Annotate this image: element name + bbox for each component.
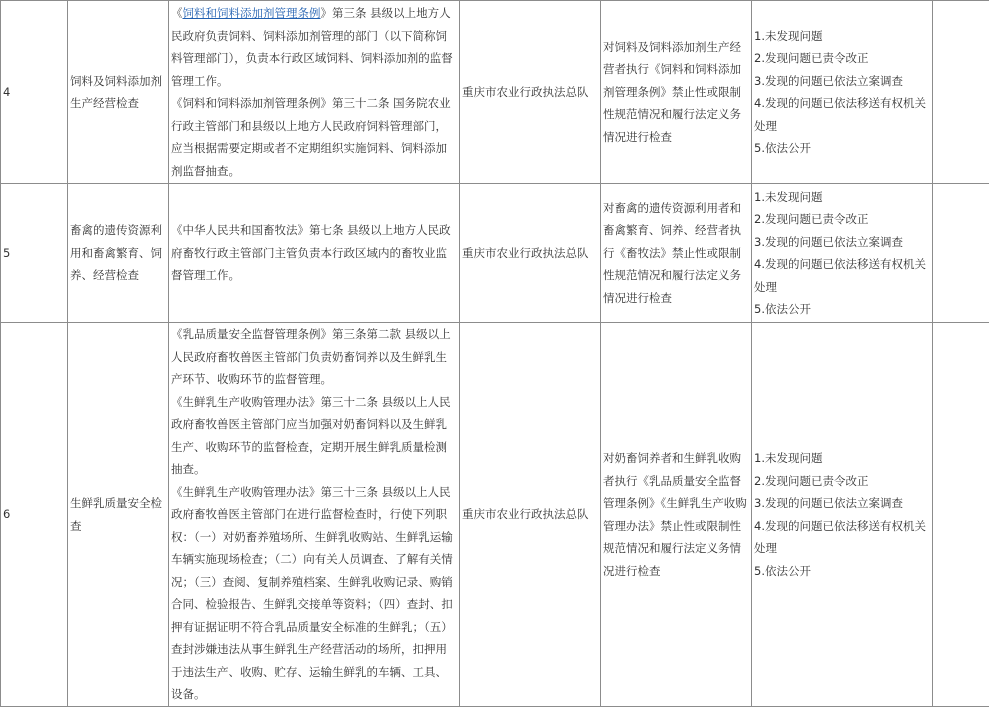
- inspection-item: 畜禽的遗传资源利用和畜禽繁育、饲养、经营检查: [68, 184, 169, 323]
- enforcement-agency: 重庆市农业行政执法总队: [460, 323, 601, 707]
- remarks-cell: [933, 1, 989, 184]
- result-item: 3.发现的问题已依法立案调查: [754, 73, 903, 88]
- inspection-results: [752, 323, 933, 707]
- inspection-content: 对畜禽的遗传资源利用者和畜禽繁育、饲养、经营者执行《畜牧法》禁止性或限制性规范情况和履行法定义务情况进行检查: [601, 184, 752, 323]
- row-number: 5: [1, 184, 68, 323]
- result-item: 1.未发现问题: [754, 451, 823, 465]
- row-number: 6: [1, 323, 68, 707]
- result-item: 1.未发现问题: [754, 189, 823, 204]
- result-item: 2.发现问题已责令改正: [754, 212, 869, 226]
- legal-basis-text: 》第三条 县级以上地方人民政府负责饲料、饲料添加剂管理的部门（以下简称饲料管理部门），负责本行政区域饲料、饲料添加剂的监督管理工作。: [171, 6, 453, 88]
- row-number: 4: [1, 1, 68, 184]
- inspection-results: [752, 1, 933, 184]
- legal-basis-paragraph: 《生鲜乳生产收购管理办法》第三十三条 县级以上人民政府畜牧兽医主管部门在进行监督检查时，行使下列职权：（一）对奶畜养殖场所、生鲜乳收购站、生鲜乳运输车辆实施现场检查；（二）向有关人员调查、了解有关情况；（三）查阅、复制养殖档案、生鲜乳收购记录、购销合同、检验报告、生鲜乳交接单等资料；（四）查封、扣押有证据证明不符合乳品质量安全标准的生鲜乳；（五）查封涉嫌违法从事生鲜乳生产经营活动的场所，扣押用于违法生产、收购、贮存、运输生鲜乳的车辆、工具、设备。: [171, 484, 453, 702]
- legal-basis-paragraph: [171, 2, 457, 92]
- legal-basis: [169, 184, 460, 323]
- inspection-item: 饲料及饲料添加剂生产经营检查: [68, 1, 169, 184]
- inspection-content: 对饲料及饲料添加剂生产经营者执行《饲料和饲料添加剂管理条例》禁止性或限制性规范情况和履行法定义务情况进行检查: [601, 1, 752, 184]
- result-item: 5.依法公开: [754, 563, 811, 578]
- result-item: 1.未发现问题: [754, 28, 823, 43]
- result-item: 5.依法公开: [754, 302, 811, 316]
- legal-basis: [169, 1, 460, 184]
- regulation-link[interactable]: 饲料和饲料添加剂管理条例: [182, 6, 321, 20]
- inspection-content: 对奶畜饲养者和生鲜乳收购者执行《乳品质量安全监督管理条例》《生鲜乳生产收购管理办法》禁止性或限制性规范情况和履行法定义务情况进行检查: [601, 323, 752, 707]
- result-item: 2.发现问题已责令改正: [754, 473, 869, 488]
- result-item: 3.发现的问题已依法立案调查: [754, 496, 903, 510]
- table-row: [1, 1, 989, 184]
- remarks-cell: [933, 184, 989, 323]
- inspection-item: 生鲜乳质量安全检查: [68, 323, 169, 707]
- legal-basis: [169, 323, 460, 707]
- legal-basis-open-quote: 《: [171, 6, 183, 20]
- legal-basis-paragraph: 《中华人民共和国畜牧法》第七条 县级以上地方人民政府畜牧行政主管部门主管负责本行政区域内的畜牧业监督管理工作。: [171, 223, 451, 283]
- result-item: 2.发现问题已责令改正: [754, 51, 869, 65]
- legal-basis-paragraph: 《饲料和饲料添加剂管理条例》第三十二条 国务院农业行政主管部门和县级以上地方人民政府饲料管理部门，应当根据需要定期或者不定期组织实施饲料、饲料添加剂监督抽查。: [171, 96, 451, 178]
- result-item: 4.发现的问题已依法移送有权机关处理: [754, 518, 926, 555]
- legal-basis-paragraph: 《生鲜乳生产收购管理办法》第三十二条 县级以上人民政府畜牧兽医主管部门应当加强对奶畜饲料以及生鲜乳生产、收购环节的监督检查，定期开展生鲜乳质量检测抽查。: [171, 394, 451, 477]
- inspection-results: [752, 184, 933, 323]
- table-row: [1, 184, 989, 323]
- enforcement-agency: 重庆市农业行政执法总队: [460, 1, 601, 184]
- table-row: [1, 323, 989, 707]
- legal-basis-paragraph: 《乳品质量安全监督管理条例》第三条第二款 县级以上人民政府畜牧兽医主管部门负责奶畜饲养以及生鲜乳生产环节、收购环节的监督管理。: [171, 327, 451, 387]
- result-item: 4.发现的问题已依法移送有权机关处理: [754, 96, 926, 133]
- remarks-cell: [933, 323, 989, 707]
- result-item: 3.发现的问题已依法立案调查: [754, 234, 903, 249]
- enforcement-agency: 重庆市农业行政执法总队: [460, 184, 601, 323]
- result-item: 4.发现的问题已依法移送有权机关处理: [754, 257, 926, 294]
- result-item: 5.依法公开: [754, 141, 811, 155]
